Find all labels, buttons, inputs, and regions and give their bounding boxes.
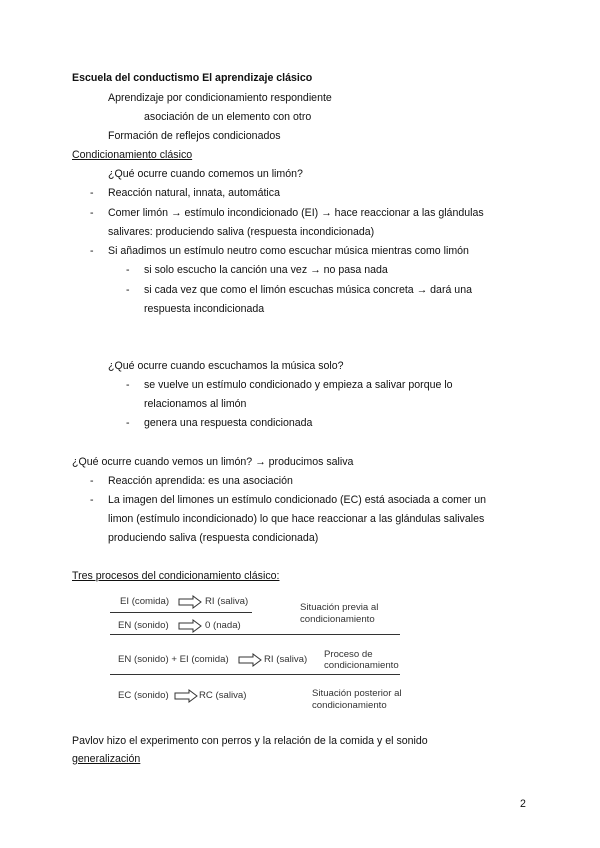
- diagram-label2b: condicionamiento: [324, 660, 399, 671]
- subbullet-item-continuation: relacionamos al limón: [144, 398, 247, 410]
- section-heading-tres-procesos: Tres procesos del condicionamiento clásico:: [72, 570, 280, 582]
- subbullet-item: si cada vez que como el limón escuchas música concreta → dará una: [144, 284, 472, 296]
- diagram-label1b: condicionamiento: [300, 614, 375, 625]
- subbullet-dash: -: [126, 284, 130, 296]
- page-number: 2: [520, 798, 526, 810]
- subbullet-item: se vuelve un estímulo condicionado y empieza a salivar porque lo: [144, 379, 453, 391]
- section-heading-condicionamiento: Condicionamiento clásico: [72, 149, 193, 161]
- question-ver-limon: ¿Qué ocurre cuando vemos un limón? → producimos saliva: [72, 456, 354, 468]
- diagram-row2-right: 0 (nada): [205, 620, 241, 631]
- question-musica: ¿Qué ocurre cuando escuchamos la música solo?: [108, 360, 344, 372]
- diagram-divider: [110, 612, 252, 613]
- diagram-row4-right: RC (saliva): [199, 690, 247, 701]
- bullet-dash: -: [90, 475, 94, 487]
- bullet-item: La imagen del limones un estímulo condicionado (EC) está asociada a comer un: [108, 494, 487, 506]
- subbullet-item: genera una respuesta condicionada: [144, 417, 313, 429]
- subbullet-dash: -: [126, 264, 130, 276]
- diagram-row3-right: RI (saliva): [264, 654, 308, 665]
- question-limon: ¿Qué ocurre cuando comemos un limón?: [108, 168, 303, 180]
- generalizacion-heading: generalización: [72, 753, 141, 765]
- bullet-item-continuation: produciendo saliva (respuesta condicionada): [108, 532, 319, 544]
- diagram-divider: [110, 634, 400, 635]
- arrow-right-icon: [238, 653, 262, 667]
- diagram-label3b: condicionamiento: [312, 700, 387, 711]
- bullet-item-continuation: salivares: produciendo saliva (respuesta incondicionada): [108, 226, 375, 238]
- diagram-row1-right: RI (saliva): [205, 596, 249, 607]
- diagram-row1-left: EI (comida): [120, 596, 170, 607]
- page-title: Escuela del conductismo El aprendizaje clásico: [72, 72, 313, 84]
- bullet-dash: -: [90, 494, 94, 506]
- intro-line-3: Formación de reflejos condicionados: [108, 130, 281, 142]
- arrow-right-icon: [178, 619, 202, 633]
- arrow-right-icon: [174, 689, 198, 703]
- subbullet-dash: -: [126, 417, 130, 429]
- bullet-item-continuation: limon (estímulo incondicionado) lo que hace reaccionar a las glándulas salivales: [108, 513, 485, 525]
- diagram-row3-left: EN (sonido) + EI (comida): [118, 654, 229, 665]
- bullet-dash: -: [90, 207, 94, 219]
- subbullet-dash: -: [126, 379, 130, 391]
- diagram-row4-left: EC (sonido): [118, 690, 169, 701]
- diagram-label3a: Situación posterior al: [312, 688, 402, 699]
- diagram-label2a: Proceso de: [324, 649, 373, 660]
- bullet-item: Si añadimos un estímulo neutro como escuchar música mientras como limón: [108, 245, 469, 257]
- bullet-item: Reacción aprendida: es una asociación: [108, 475, 293, 487]
- intro-line-2: asociación de un elemento con otro: [144, 111, 312, 123]
- intro-line-1: Aprendizaje por condicionamiento respondiente: [108, 92, 332, 104]
- bullet-dash: -: [90, 245, 94, 257]
- bullet-dash: -: [90, 187, 94, 199]
- pavlov-note: Pavlov hizo el experimento con perros y la relación de la comida y el sonido: [72, 735, 428, 747]
- subbullet-item-continuation: respuesta incondicionada: [144, 303, 265, 315]
- subbullet-item: si solo escucho la canción una vez → no pasa nada: [144, 264, 388, 276]
- diagram-divider: [110, 674, 400, 675]
- bullet-item: Reacción natural, innata, automática: [108, 187, 280, 199]
- bullet-item: Comer limón → estímulo incondicionado (EI) → hace reaccionar a las glándulas: [108, 207, 484, 219]
- diagram-row2-left: EN (sonido): [118, 620, 169, 631]
- diagram-label1a: Situación previa al: [300, 602, 379, 613]
- arrow-right-icon: [178, 595, 202, 609]
